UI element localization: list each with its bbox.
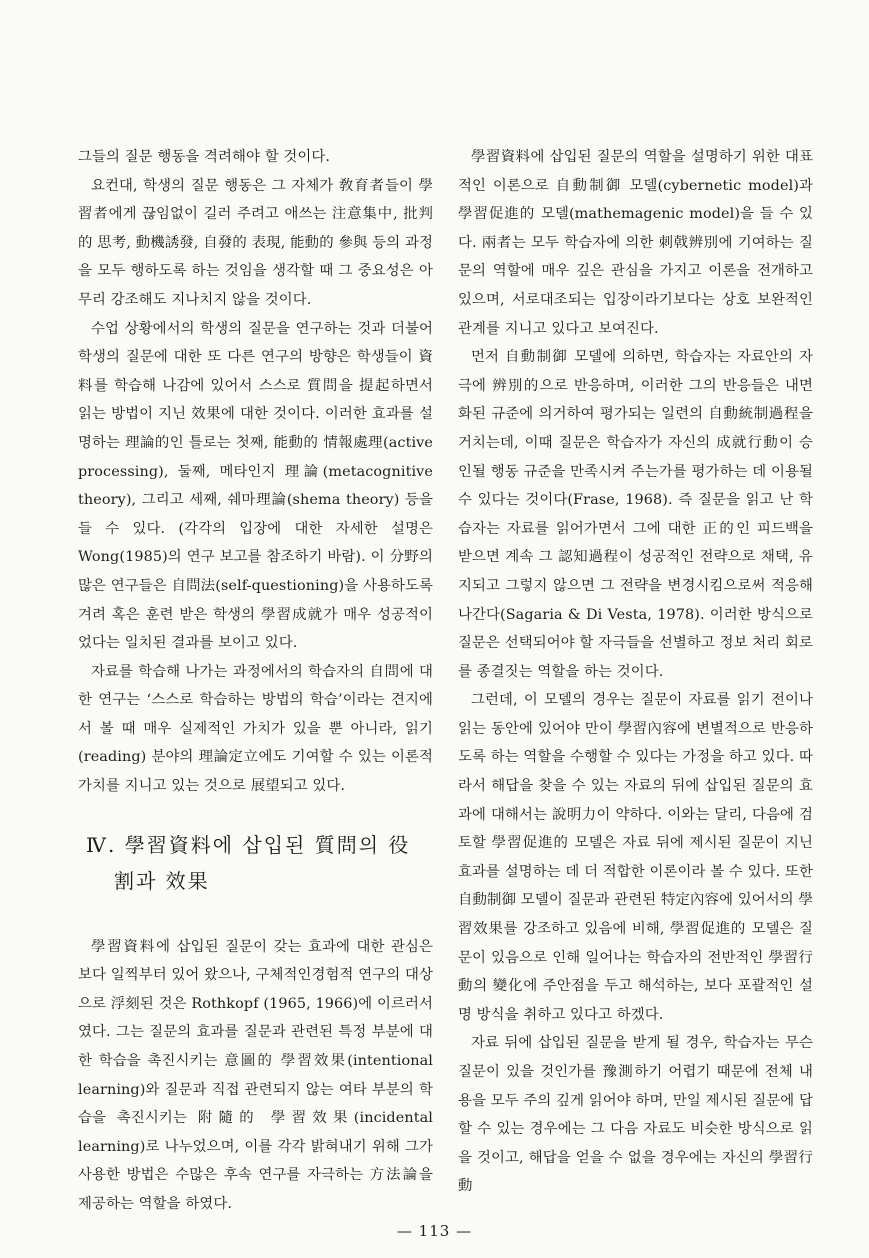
section-heading-line1: Ⅳ. 學習資料에 삽입된 質問의 役 — [86, 832, 411, 857]
paragraph-postquestions: 자료 뒤에 삽입된 질문을 받게 될 경우, 학습자는 무슨 질문이 있을 것인가를 豫測하기 어렵기 때문에 전체 내용을 모두 주의 깊게 읽어야 하며, 만일 제시된 질문에 답할 수 있는 경우에는 그 다음 자료도 비슷한 방식으로 읽을 것이고, 해답을 얻을 수 없을 경우에는 자신의 學習行動 — [458, 1035, 813, 1195]
section-heading — [78, 827, 433, 899]
section-heading-line2: 割과 效果 — [114, 868, 210, 893]
paragraph-outlook: 자료를 학습해 나가는 과정에서의 학습자의 自問에 대한 연구는 ‘스스로 학습하는 방법의 학습’이라는 견지에서 볼 때 매우 실제적인 가치가 있을 뿐 아니라, 읽기(reading) 분야의 理論定立에도 기여할 수 있는 이론적 가치를 지니고 있는 것으로 展望되고 있다. — [78, 663, 433, 795]
page-number: — 113 — — [396, 1222, 473, 1240]
paragraph-self-questioning: 수업 상황에서의 학생의 질문을 연구하는 것과 더불어 학생의 질문에 대한 또 다른 연구의 방향은 학생들이 資料를 학습해 나감에 있어서 스스로 質問을 提起하면서 읽는 방법이 지닌 效果에 대한 것이다. 이러한 효과를 설명하는 理論的인 틀로는 첫째, 能動的 情報處理(active processing), 둘째, 메타인지 理論(metacognitive theory), 그리고 세째, 쉐마理論(shema theory) 등을 들 수 있다. (각각의 입장에 대한 자세한 설명은 Wong(1985)의 연구 보고를 참조하기 바람). 이 分野의 많은 연구들은 自問法(self-questioning)을 사용하도록 겨려 혹은 훈련 받은 학생의 學習成就가 매우 성공적이었다는 일치된 결과를 보이고 있다. — [78, 320, 433, 652]
paragraph-models: 學習資料에 삽입된 질문의 역할을 설명하기 위한 대표적인 이론으로 自動制御 모델(cybernetic model)과 學習促進的 모델(mathemagenic model)을 들 수 있다. 兩者는 모두 학습자에 의한 刺戟辨別에 기여하는 질문의 역할에 매우 깊은 관심을 가지고 이론을 전개하고 있으며, 서로대조되는 입장이라기보다는 상호 보완적인 관계를 지니고 있다고 보여진다. — [458, 149, 813, 337]
paragraph-comparison: 그런데, 이 모델의 경우는 질문이 자료를 읽기 전이나 읽는 동안에 있어야 만이 學習內容에 변별적으로 반응하도록 하는 역할을 수행할 수 있다는 가정을 하고 있다. 따라서 해답을 찾을 수 있는 자료의 뒤에 삽입된 질문의 효과에 대해서는 說明力이 약하다. 이와는 달리, 다음에 검토할 學習促進的 모델은 자료 뒤에 제시된 질문이 지닌 효과를 설명하는 데 더 적합한 이론이라 볼 수 있다. 또한 自動制御 모델이 질문과 관련된 特定內容에 있어서의 學習效果를 강조하고 있음에 비해, 學習促進的 모델은 질문이 있음으로 인해 일어나는 학습자의 전반적인 學習行動의 變化에 주안점을 두고 해석하는, 보다 포괄적인 설명 방식을 취하고 있다고 하겠다. — [458, 692, 813, 1023]
paragraph-continuation: 그들의 질문 행동을 격려해야 할 것이다. — [78, 149, 331, 165]
paragraph-rothkopf: 學習資料에 삽입된 질문이 갖는 효과에 대한 관심은 보다 일찍부터 있어 왔으나, 구체적인경험적 연구의 대상으로 浮刻된 것은 Rothkopf (1965, 1966)에 이르러서였다. 그는 질문의 효과를 질문과 관련된 특정 부분에 대한 학습을 촉진시키는 意圖的 學習效果(intentional learning)와 질문과 직접 관련되지 않는 여타 부분의 학습을 촉진시키는 附隨的 學習效果(incidental learning)로 나누었으며, 이를 각각 밝혀내기 위해 그가 사용한 방법은 수많은 후속 연구를 자극하는 方法論을 제공하는 역할을 하였다. — [78, 938, 433, 1212]
paragraph-summary: 요컨대, 학생의 질문 행동은 그 자체가 敎育者들이 學習者에게 끊임없이 길러 주려고 애쓰는 注意集中, 批判的 思考, 動機誘發, 自發的 表現, 能動的 參與 등의 과정을 모두 행하도록 하는 것임을 생각할 때 그 중요성은 아무리 강조해도 지나치지 않을 것이다. — [78, 177, 433, 308]
left-column — [78, 143, 433, 1219]
paragraph-cybernetic: 먼저 自動制御 모델에 의하면, 학습자는 자료안의 자극에 辨別的으로 반응하며, 이러한 그의 반응들은 내면화된 규준에 의거하여 평가되는 일련의 自動統制過程을 거치는데, 이때 질문은 학습자가 자신의 成就行動이 승인될 행동 규준을 만족시켜 주는가를 평가하는 데 이용될 수 있다는 것이다(Frase, 1968). 즉 질문을 읽고 난 학습자는 자료를 읽어가면서 그에 대한 正的인 피드백을 받으면 계속 그 認知過程이 성공적인 전략으로 채택, 유지되고 그렇지 않으면 그 전략을 변경시킴으로써 적응해 나간다(Sagaria & Di Vesta, 1978). 이러한 방식으로 질문은 선택되어야 할 자극들을 선별하고 정보 처리 회로를 종결짓는 역할을 하는 것이다. — [458, 349, 813, 680]
right-column — [458, 143, 813, 1201]
